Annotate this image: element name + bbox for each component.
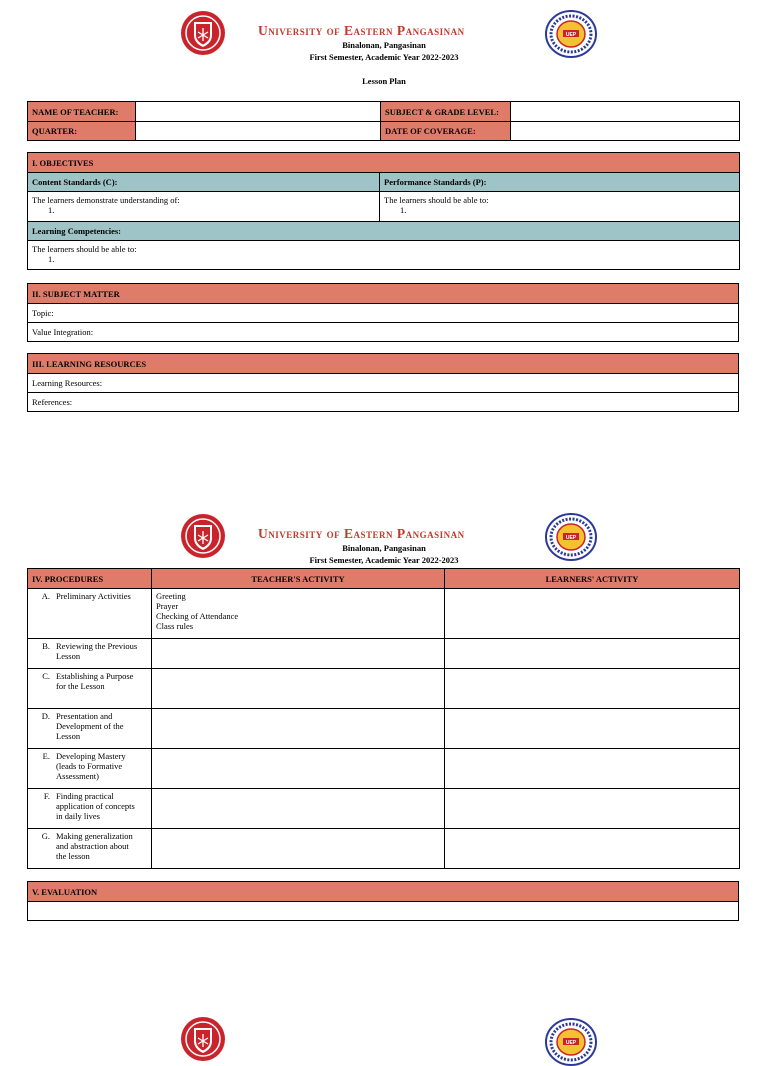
procedure-step: D. Presentation and Development of the Lesson [41, 711, 124, 741]
value-integration-field[interactable]: Value Integration: [28, 323, 739, 342]
subject-matter-table [27, 283, 739, 342]
performance-standards-label: Performance Standards (P): [380, 173, 740, 192]
content-standards-cell[interactable] [28, 192, 380, 222]
references-field[interactable]: References: [28, 393, 739, 412]
page-header-1 [0, 10, 768, 86]
objectives-title: I. OBJECTIVES [28, 153, 740, 173]
topic-field[interactable]: Topic: [28, 304, 739, 323]
evaluation-title: V. EVALUATION [28, 882, 739, 902]
document-title: Lesson Plan [362, 76, 406, 86]
competencies-item-number: 1. [48, 254, 55, 264]
procedure-row [28, 709, 740, 749]
competencies-label: Learning Competencies: [28, 222, 740, 241]
learning-resources-field[interactable]: Learning Resources: [28, 374, 739, 393]
teacher-activity-cell[interactable] [152, 829, 445, 869]
learners-activity-cell[interactable] [445, 639, 740, 669]
teacher-label: NAME OF TEACHER: [28, 102, 136, 122]
teacher-activity-cell[interactable] [152, 669, 445, 709]
competencies-text: The learners should be able to: [32, 244, 137, 254]
content-item-number: 1. [48, 205, 55, 215]
teacher-activity-cell[interactable] [152, 639, 445, 669]
semester-text: First Semester, Academic Year 2022-2023 [309, 555, 459, 565]
procedure-step: F. Finding practical application of concepts in daily lives [43, 791, 135, 821]
university-seal-logo [545, 513, 597, 561]
learning-resources-title: III. LEARNING RESOURCES [28, 354, 739, 374]
procedure-step: G. Making generalization and abstraction about the lesson [41, 831, 133, 861]
date-field[interactable] [511, 122, 740, 141]
procedure-row [28, 749, 740, 789]
quarter-label: QUARTER: [28, 122, 136, 141]
objectives-table [27, 152, 740, 270]
performance-item-number: 1. [400, 205, 407, 215]
procedure-row [28, 589, 740, 639]
learners-activity-cell[interactable] [445, 669, 740, 709]
procedure-row [28, 669, 740, 709]
procedure-step: E. Developing Mastery (leads to Formative Assessment) [42, 751, 126, 781]
prelim-activity: Class rules [156, 621, 194, 631]
evaluation-table [27, 881, 739, 921]
learning-resources-table [27, 353, 739, 412]
content-standards-label: Content Standards (C): [28, 173, 380, 192]
content-standards-text: The learners demonstrate understanding of: [32, 195, 180, 205]
location-text: Binalonan, Pangasinan [342, 40, 426, 50]
learners-activity-cell[interactable] [445, 789, 740, 829]
teacher-activity-header: TEACHER'S ACTIVITY [152, 569, 445, 589]
procedures-table [27, 568, 740, 869]
prelim-activity: Greeting [156, 591, 186, 601]
quarter-field[interactable] [136, 122, 381, 141]
procedure-row [28, 789, 740, 829]
procedure-step: A. Preliminary Activities [41, 591, 131, 601]
subject-field[interactable] [511, 102, 740, 122]
teacher-info-table [27, 101, 740, 141]
university-seal-logo [545, 10, 597, 58]
university-name: University of Eastern Pangasinan [258, 526, 465, 541]
learners-activity-cell[interactable] [445, 709, 740, 749]
performance-standards-text: The learners should be able to: [384, 195, 489, 205]
performance-standards-cell[interactable] [380, 192, 740, 222]
procedure-step: C. Establishing a Purpose for the Lesson [42, 671, 134, 691]
university-shield-logo [180, 1016, 226, 1062]
learners-activity-cell[interactable] [445, 589, 740, 639]
procedure-row [28, 829, 740, 869]
competencies-cell[interactable] [28, 241, 740, 270]
procedure-row [28, 639, 740, 669]
learners-activity-cell[interactable] [445, 749, 740, 789]
semester-text: First Semester, Academic Year 2022-2023 [309, 52, 459, 62]
prelim-activity: Checking of Attendance [156, 611, 239, 621]
learners-activity-cell[interactable] [445, 829, 740, 869]
subject-matter-title: II. SUBJECT MATTER [28, 284, 739, 304]
procedures-title: IV. PROCEDURES [28, 569, 152, 589]
location-text: Binalonan, Pangasinan [342, 543, 426, 553]
teacher-activity-cell[interactable] [152, 749, 445, 789]
teacher-activity-cell[interactable] [152, 589, 445, 639]
subject-label: SUBJECT & GRADE LEVEL: [381, 102, 511, 122]
date-label: DATE OF COVERAGE: [381, 122, 511, 141]
university-seal-logo [545, 1018, 597, 1066]
prelim-activity: Prayer [156, 601, 179, 611]
learners-activity-header: LEARNERS' ACTIVITY [445, 569, 740, 589]
evaluation-field[interactable] [28, 902, 739, 921]
teacher-activity-cell[interactable] [152, 789, 445, 829]
teacher-activity-cell[interactable] [152, 709, 445, 749]
teacher-field[interactable] [136, 102, 381, 122]
university-name: University of Eastern Pangasinan [258, 23, 465, 38]
procedure-step: B. Reviewing the Previous Lesson [42, 641, 138, 661]
